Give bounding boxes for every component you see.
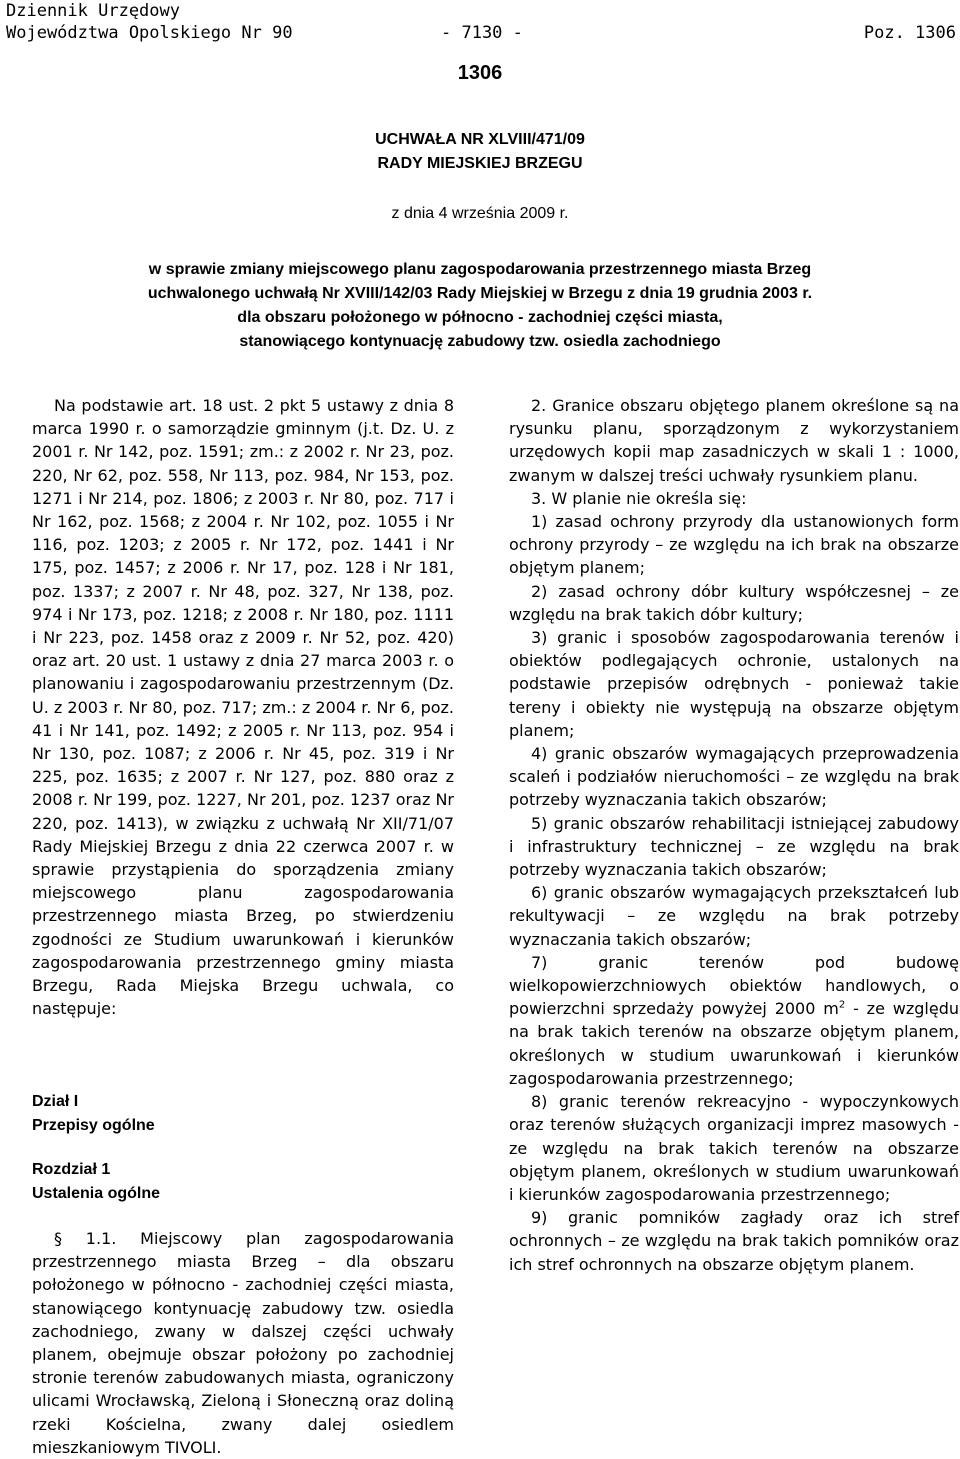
list-item-7 <box>509 951 959 1090</box>
journal-header <box>6 0 956 44</box>
resolution-date: z dnia 4 września 2009 r. <box>391 205 569 222</box>
subject-line: w sprawie zmiany miejscowego planu zagospodarowania przestrzennego miasta Brzeg <box>148 261 812 278</box>
resolution-title <box>0 128 960 176</box>
journal-issue-line <box>6 22 956 44</box>
chapter-label: Rozdział 1 <box>32 1161 111 1178</box>
list-item: 1) zasad ochrony przyrody dla ustanowionych form ochrony przyrody – ze względu na ich brak na obszarze objętym planem; <box>509 512 959 578</box>
division-name: Przepisy ogólne <box>32 1117 155 1134</box>
resolution-council: RADY MIEJSKIEJ BRZEGU <box>377 155 583 172</box>
item-7-superscript: 2 <box>838 999 846 1011</box>
division-heading <box>32 1090 155 1138</box>
section-1-1-text: § 1.1. Miejscowy plan zagospodarowania przestrzennego miasta Brzeg – dla obszaru położonego w północno - zachodniej części miasta, stanowiącego kontynuację zabudowy tzw. osiedla zachodniego, zwany w dalszej części uchwały planem, obejmuje obszar położony po zachodniej stronie terenów zabudowanych miasta, ograniczony ulicami Wrocławską, Zieloną i Słoneczną oraz doliną rzeki Kościelna, zwany dalej osiedlem mieszkaniowym TIVOLI. <box>32 1229 454 1457</box>
chapter-name: Ustalenia ogólne <box>32 1185 161 1202</box>
item-7-text-end: - ze względu na brak takich terenów na obszarze objętym planem, określonych w studium uwarunkowań i kierunków zagospodarowania przestrzennego; <box>509 999 960 1088</box>
list-item: 6) granic obszarów wymagających przekształceń lub rekultywacji – ze względu na brak potrzeby wyznaczania takich obszarów; <box>509 883 959 949</box>
division-label: Dział I <box>32 1093 79 1110</box>
list-item: 4) granic obszarów wymagających przeprowadzenia scaleń i podziałów nieruchomości – ze względu na brak potrzeby wyznaczania takich obszarów; <box>509 744 959 810</box>
resolution-subject <box>0 258 960 354</box>
section-1-2: 2. Granice obszaru objętego planem określone są na rysunku planu, sporządzonym z wykorzystaniem urzędowych kopii map zasadniczych w skali 1 : 1000, zwanym w dalszej treści uchwały rysunkiem planu. <box>509 396 959 485</box>
item-7-text: 7) granic terenów pod budowę wielkopowierzchniowych obiektów handlowych, o powierzchni sprzedaży powyżej 2000 m <box>509 952 959 1019</box>
left-column <box>32 394 454 1020</box>
journal-title: Dziennik Urzędowy <box>6 1 180 21</box>
position-ref: Poz. 1306 <box>863 23 956 43</box>
subject-line: uchwalonego uchwałą Nr XVIII/142/03 Rady Miejskiej w Brzegu z dnia 19 grudnia 2003 r. <box>147 285 813 302</box>
subject-line: dla obszaru położonego w północno - zachodniej części miasta, <box>237 309 723 326</box>
list-item: 5) granic obszarów rehabilitacji istniejącej zabudowy i infrastruktury technicznej – ze względu na brak potrzeby wyznaczania takich obszarów; <box>509 813 959 880</box>
list-item: 9) granic pomników zagłady oraz ich stref ochronnych – ze względu na brak takich pomników oraz ich stref ochronnych na obszarze objętym planem. <box>509 1208 959 1274</box>
list-item: 2) zasad ochrony dóbr kultury współczesnej – ze względu na brak takich dóbr kultury; <box>509 581 959 624</box>
preamble: Na podstawie art. 18 ust. 2 pkt 5 ustawy z dnia 8 marca 1990 r. o samorządzie gminnym (j.t. Dz. U. z 2001 r. Nr 142, poz. 1591; zm.: z 2002 r. Nr 23, poz. 220, Nr 62, poz. 558, Nr 113, poz. 984, Nr 153, poz. 1271 i Nr 214, poz. 1806; z 2003 r. Nr 80, poz. 717 i Nr 162, poz. 1568; z 2004 r. Nr 102, poz. 1055 i Nr 116, poz. 1203; z 2005 r. Nr 172, poz. 1441 i Nr 175, poz. 1457; z 2006 r. Nr 17, poz. 128 i Nr 181, poz. 1337; z 2007 r. Nr 48, poz. 327, Nr 138, poz. 974 i Nr 173, poz. 1218; z 2008 r. Nr 180, poz. 1111 i Nr 223, poz. 1458 oraz z 2009 r. Nr 52, poz. 420) oraz art. 20 ust. 1 ustawy z dnia 27 marca 2003 r. o planowaniu i zagospodarowaniu przestrzennym (Dz. U. z 2003 r. Nr 80, poz. 717; zm.: z 2004 r. Nr 6, poz. 41 i Nr 141, poz. 1492; z 2005 r. Nr 113, poz. 954 i Nr 130, poz. 1087; z 2006 r. Nr 45, poz. 319 i Nr 225, poz. 1635; z 2007 r. Nr 127, poz. 880 oraz z 2008 r. Nr 199, poz. 1227, Nr 201, poz. 1237 oraz Nr 220, poz. 1413), w związku z uchwałą Nr XII/71/07 Rady Miejskiej Brzegu z dnia 22 czerwca 2007 r. w sprawie przystąpienia do sporządzenia zmiany miejscowego planu zagospodarowania przestrzennego miasta Brzeg, po stwierdzeniu zgodności ze Studium uwarunkowań i kierunków zagospodarowania przestrzennego gminy miasta Brzegu, Rada Miejska Brzegu uchwala, co następuje: <box>32 396 454 1019</box>
journal-issue: Województwa Opolskiego Nr 90 <box>6 23 293 43</box>
resolution-number: UCHWAŁA NR XLVIII/471/09 <box>375 131 585 148</box>
right-column <box>509 394 959 1276</box>
page-number: - 7130 - <box>441 23 523 43</box>
position-number: 1306 <box>457 62 503 84</box>
chapter-heading <box>32 1158 160 1206</box>
list-item: 8) granic terenów rekreacyjno - wypoczynkowych oraz terenów służących organizacji imprez masowych - ze względu na brak takich terenów na obszarze objętym planem, określonych w studium uwarunkowań i kierunków zagospodarowania przestrzennego; <box>509 1092 959 1204</box>
section-1-1 <box>32 1227 454 1459</box>
subject-line: stanowiącego kontynuację zabudowy tzw. osiedla zachodniego <box>239 333 721 350</box>
list-item: 3) granic i sposobów zagospodarowania terenów i obiektów podlegających ochronie, ustalonych na podstawie przepisów odrębnych - ponieważ takie tereny i obiekty nie występują na obszarze objętym planem; <box>509 628 959 740</box>
section-1-3: 3. W planie nie określa się: <box>531 488 747 508</box>
